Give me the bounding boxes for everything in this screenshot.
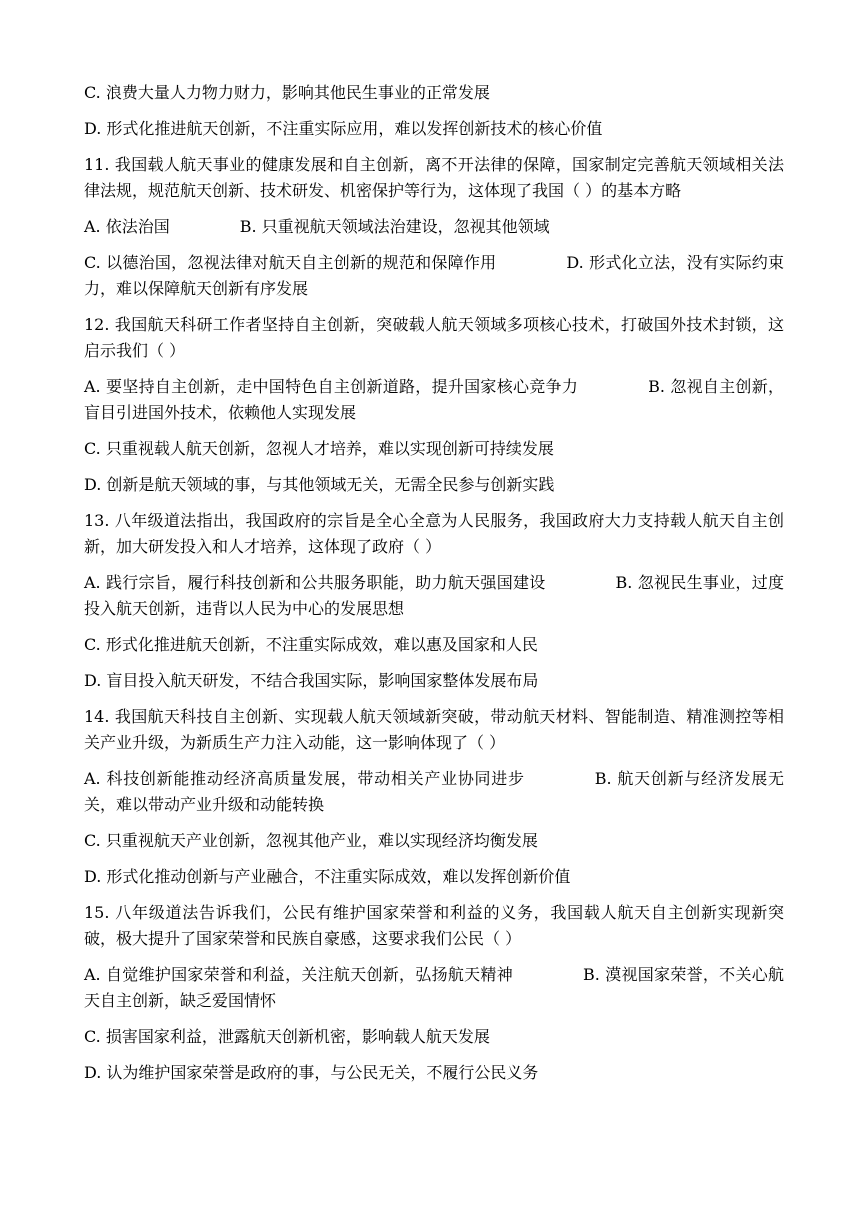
q14-options-ab	[84, 766, 784, 818]
document-page	[84, 80, 784, 1096]
q13-option-a: A. 践行宗旨，履行科技创新和公共服务职能，助力航天强国建设	[84, 573, 546, 592]
q14-option-a: A. 科技创新能推动经济高质量发展，带动相关产业协同进步	[84, 769, 525, 788]
q11-options-cd	[84, 250, 784, 302]
q15-stem: 15. 八年级道法告诉我们，公民有维护国家荣誉和利益的义务，我国载人航天自主创新实现新突破，极大提升了国家荣誉和民族自豪感，这要求我们公民（ ）	[84, 903, 784, 948]
question-12	[84, 312, 784, 498]
q11-stem: 11. 我国载人航天事业的健康发展和自主创新，离不开法律的保障，国家制定完善航天领域相关法律法规，规范航天创新、技术研发、机密保护等行为，这体现了我国（ ）的基本方略	[84, 155, 784, 200]
question-13	[84, 508, 784, 694]
q15-option-d: D. 认为维护国家荣誉是政府的事，与公民无关，不履行公民义务	[84, 1063, 539, 1082]
q11-option-b: B. 只重视航天领域法治建设，忽视其他领域	[239, 217, 550, 236]
q14-option-b: B. 航天创新与经济发展无关，难以带动产业升级和动能转换	[84, 769, 784, 814]
q13-options-ab	[84, 570, 784, 622]
q11-option-a: A. 依法治国	[84, 217, 170, 236]
q11-option-c: C. 以德治国，忽视法律对航天自主创新的规范和保障作用	[84, 253, 497, 272]
q14-stem: 14. 我国航天科技自主创新、实现载人航天领域新突破，带动航天材料、智能制造、精准测控等相关产业升级，为新质生产力注入动能，这一影响体现了（ ）	[84, 707, 784, 752]
q13-option-b: B. 忽视民生事业，过度投入航天创新，违背以人民为中心的发展思想	[84, 573, 784, 618]
question-11	[84, 152, 784, 302]
q12-options-ab	[84, 374, 784, 426]
q11-options-ab	[84, 214, 784, 240]
q15-option-b: B. 漠视国家荣誉，不关心航天自主创新，缺乏爱国情怀	[84, 965, 785, 1010]
q14-option-d: D. 形式化推动创新与产业融合，不注重实际成效，难以发挥创新价值	[84, 867, 571, 886]
q12-option-b: B. 忽视自主创新，盲目引进国外技术，依赖他人实现发展	[84, 377, 784, 422]
q12-stem: 12. 我国航天科研工作者坚持自主创新，突破载人航天领域多项核心技术，打破国外技术封锁，这启示我们（ ）	[84, 315, 784, 360]
q13-option-c: C. 形式化推进航天创新，不注重实际成效，难以惠及国家和人民	[84, 635, 538, 654]
question-14	[84, 704, 784, 890]
q11-option-d: D. 形式化立法，没有实际约束力，难以保障航天创新有序发展	[84, 253, 784, 298]
q10-option-d: D. 形式化推进航天创新，不注重实际应用，难以发挥创新技术的核心价值	[84, 119, 603, 138]
q15-options-ab	[84, 962, 784, 1014]
q10-option-c: C. 浪费大量人力物力财力，影响其他民生事业的正常发展	[84, 83, 490, 102]
question-10-options	[84, 80, 784, 142]
q12-option-d: D. 创新是航天领域的事，与其他领域无关，无需全民参与创新实践	[84, 475, 555, 494]
q12-option-c: C. 只重视载人航天创新，忽视人才培养，难以实现创新可持续发展	[84, 439, 554, 458]
q13-option-d: D. 盲目投入航天研发，不结合我国实际，影响国家整体发展布局	[84, 671, 539, 690]
q13-stem: 13. 八年级道法指出，我国政府的宗旨是全心全意为人民服务，我国政府大力支持载人航天自主创新，加大研发投入和人才培养，这体现了政府（ ）	[84, 511, 784, 556]
q14-option-c: C. 只重视航天产业创新，忽视其他产业，难以实现经济均衡发展	[84, 831, 538, 850]
q12-option-a: A. 要坚持自主创新，走中国特色自主创新道路，提升国家核心竞争力	[84, 377, 579, 396]
q15-option-c: C. 损害国家利益，泄露航天创新机密，影响载人航天发展	[84, 1027, 490, 1046]
q15-option-a: A. 自觉维护国家荣誉和利益，关注航天创新，弘扬航天精神	[84, 965, 513, 984]
question-15	[84, 900, 784, 1086]
